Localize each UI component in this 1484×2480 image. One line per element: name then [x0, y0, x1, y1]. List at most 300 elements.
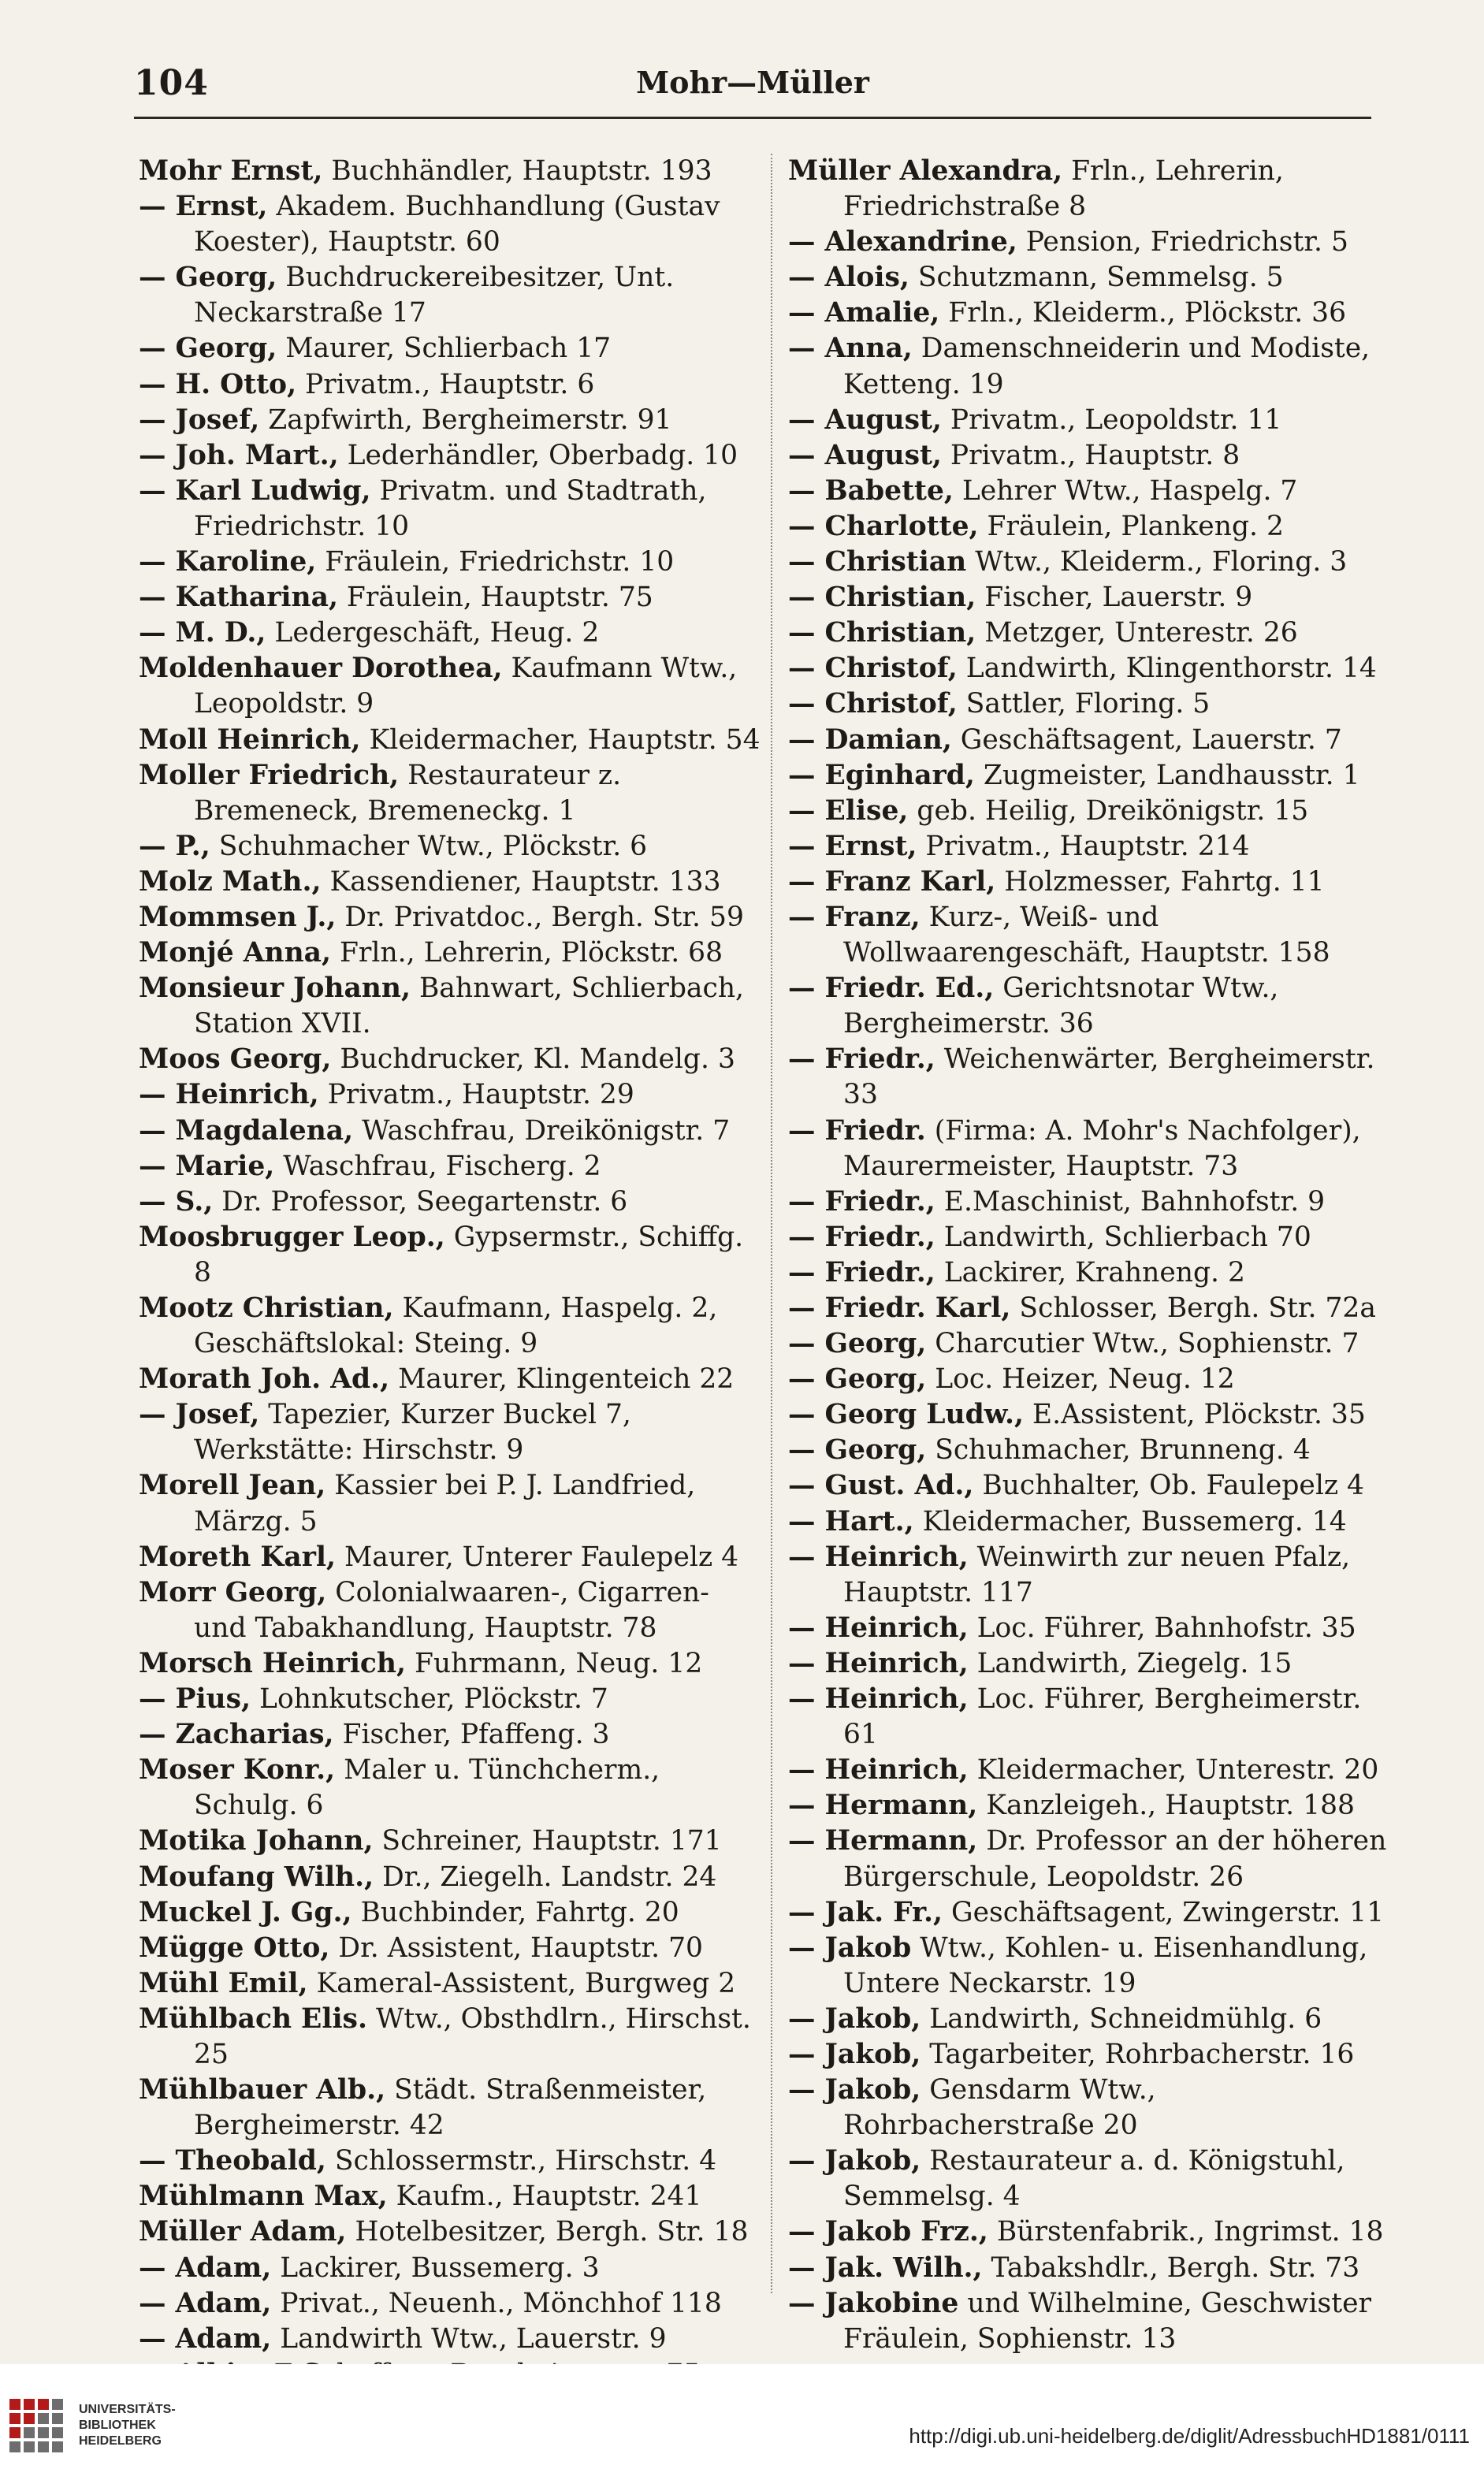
directory-entry: [139, 864, 769, 900]
entry-details: Holzmesser, Fahrtg. 11: [995, 865, 1325, 898]
directory-entry: [788, 1931, 1387, 2002]
entry-name: Morsch Heinrich,: [139, 1647, 407, 1679]
directory-entry: [788, 1753, 1387, 1788]
entry-name: Monjé Anna,: [139, 937, 332, 969]
entry-details: Bürstenfabrik., Ingrimst. 18: [987, 2216, 1384, 2248]
entry-details: Privatm. und Stadtrath, Friedrichstr. 10: [194, 474, 707, 542]
entry-details: Buchhalter, Ob. Faulepelz 4: [973, 1470, 1364, 1502]
entry-details: Gensdarm Wtw., Rohrbacherstraße 20: [843, 2074, 1156, 2142]
entry-details: Dr. Professor, Seegartenstr. 6: [213, 1185, 628, 1218]
entry-name: — Jakob,: [788, 2145, 921, 2177]
entry-details: Waschfrau, Fischerg. 2: [274, 1150, 601, 1182]
entry-details: Landwirth, Klingenthorstr. 14: [957, 653, 1377, 685]
directory-entry: [139, 438, 769, 474]
library-name-line: UNIVERSITÄTS-: [79, 2403, 176, 2416]
entry-name: — August,: [788, 403, 942, 436]
entry-name: — Jakob,: [788, 2038, 921, 2070]
entry-details: Dr. Assistent, Hauptstr. 70: [329, 1932, 703, 1964]
directory-entry: [788, 1220, 1387, 1255]
entry-details: Fräulein, Hauptstr. 75: [337, 582, 653, 614]
directory-entry: [788, 1326, 1387, 1362]
entry-name: — Eginhard,: [788, 759, 975, 791]
library-name-line: BIBLIOTHEK: [79, 2419, 156, 2432]
directory-entry: [788, 296, 1387, 331]
directory-entry: [139, 615, 769, 651]
entry-name: — Joh. Mart.,: [139, 439, 339, 471]
directory-entry: [788, 2251, 1387, 2286]
entry-name: — Josef,: [139, 403, 260, 436]
entry-details: Landwirth, Ziegelg. 15: [968, 1647, 1292, 1679]
directory-entry: [139, 2322, 769, 2357]
directory-entry: [788, 1611, 1387, 1646]
entry-name: Mohr Ernst,: [139, 155, 323, 187]
entry-details: Gypsermstr., Schiffg. 8: [194, 1221, 744, 1288]
entry-name: — Jak. Wilh.,: [788, 2251, 983, 2284]
entry-name: Mühlmann Max,: [139, 2181, 388, 2213]
entry-details: Hotelbesitzer, Bergh. Str. 18: [346, 2216, 749, 2248]
entry-details: Kaufmann, Haspelg. 2, Geschäftslokal: Steing. 9: [194, 1292, 718, 1360]
entry-details: Kleidermacher, Bussemerg. 14: [913, 1505, 1347, 1537]
directory-entry: [139, 2251, 769, 2286]
directory-entry: [139, 1397, 769, 1468]
directory-entry: [139, 1575, 769, 1646]
entry-name: — Friedr.,: [788, 1043, 935, 1076]
entry-details: Zugmeister, Landhausstr. 1: [974, 759, 1360, 791]
entry-details: Dr. Professor an der höheren Bürgerschule, Leopoldstr. 26: [843, 1825, 1387, 1893]
source-url-link[interactable]: http://digi.ub.uni-heidelberg.de/diglit/AdressbuchHD1881/0111: [909, 2424, 1470, 2448]
directory-entry: [139, 260, 769, 331]
entry-details: Privatm., Hauptstr. 214: [917, 830, 1250, 862]
entry-name: — Jakob Frz.,: [788, 2216, 988, 2248]
entry-details: Schlossermstr., Hirschstr. 4: [325, 2145, 717, 2177]
entry-name: — Friedr.,: [788, 1256, 935, 1288]
entry-name: — Christof,: [788, 688, 958, 720]
directory-entry: [788, 331, 1387, 402]
entry-details: Kurz-, Weiß- und Wollwaarengeschäft, Hauptstr. 158: [843, 901, 1330, 969]
entry-name: — Anna,: [788, 333, 913, 365]
entry-details: Lackirer, Bussemerg. 3: [271, 2251, 600, 2284]
entry-details: Geschäftsagent, Zwingerstr. 11: [943, 1896, 1385, 1928]
entry-details: Dr. Privatdoc., Bergh. Str. 59: [336, 901, 744, 933]
directory-column-right: [788, 154, 1387, 2357]
directory-entry: [788, 686, 1387, 722]
entry-name: — Karl Ludwig,: [139, 474, 371, 507]
directory-entry: [139, 1824, 769, 1859]
entry-details: Lohnkutscher, Plöckstr. 7: [251, 1683, 608, 1716]
entry-details: Fräulein, Plankeng. 2: [978, 510, 1284, 542]
entry-details: Schreiner, Hauptstr. 171: [373, 1825, 722, 1857]
entry-name: Mühlbauer Alb.,: [139, 2074, 386, 2106]
entry-name: — Charlotte,: [788, 510, 979, 542]
entry-name: — Friedr. Karl,: [788, 1292, 1011, 1324]
directory-entry: [788, 1504, 1387, 1540]
entry-details: Weichenwärter, Bergheimerstr. 33: [843, 1043, 1375, 1111]
directory-entry: [788, 2037, 1387, 2073]
directory-entry: [788, 1397, 1387, 1433]
entry-name: Moser Konr.,: [139, 1754, 336, 1787]
entry-details: Städt. Straßenmeister, Bergheimerstr. 42: [194, 2074, 707, 2142]
directory-entry: [139, 189, 769, 260]
directory-entry: [139, 545, 769, 580]
entry-details: Schuhmacher Wtw., Plöckstr. 6: [210, 830, 648, 862]
entry-details: Lederhändler, Oberbadg. 10: [338, 439, 738, 471]
directory-entry: [139, 474, 769, 545]
directory-entry: [139, 2286, 769, 2322]
entry-details: Metzger, Unterestr. 26: [976, 617, 1298, 649]
directory-entry: [139, 1646, 769, 1682]
entry-name: — Jakobine: [788, 2287, 959, 2319]
entry-details: Kassier bei P. J. Landfried, Märzg. 5: [194, 1470, 696, 1537]
library-logo-icon: [6, 2396, 69, 2459]
entry-name: — Georg,: [788, 1434, 927, 1467]
directory-entry: [788, 1788, 1387, 1824]
directory-entry: [139, 1966, 769, 2002]
directory-entry: [139, 367, 769, 403]
entry-name: — Theobald,: [139, 2145, 326, 2177]
entry-name: Moll Heinrich,: [139, 723, 361, 756]
directory-entry: [788, 864, 1387, 900]
entry-details: Privatm., Leopoldstr. 11: [941, 403, 1282, 436]
entry-details: Kleidermacher, Hauptstr. 54: [360, 723, 761, 756]
entry-name: — Elise,: [788, 794, 909, 827]
entry-details: Lackirer, Krahneng. 2: [935, 1256, 1245, 1288]
entry-name: — M. D.,: [139, 617, 266, 649]
directory-entry: [139, 1291, 769, 1362]
entry-name: — Georg,: [139, 262, 277, 294]
entry-details: Ledergeschäft, Heug. 2: [266, 617, 600, 649]
entry-details: E.Assistent, Plöckstr. 35: [1023, 1399, 1366, 1431]
directory-entry: [788, 758, 1387, 794]
entry-name: — Heinrich,: [788, 1612, 969, 1644]
entry-details: Kaufmann Wtw., Leopoldstr. 9: [194, 653, 738, 720]
entry-details: Frln., Lehrerin, Plöckstr. 68: [331, 937, 723, 969]
entry-details: und Wilhelmine, Geschwister Fräulein, Sophienstr. 13: [843, 2287, 1372, 2355]
directory-entry: [139, 651, 769, 722]
directory-entry: [788, 403, 1387, 438]
entry-details: Gerichtsnotar Wtw., Bergheimerstr. 36: [843, 972, 1279, 1040]
directory-entry: [139, 1931, 769, 1966]
entry-name: — Babette,: [788, 474, 954, 507]
entry-name: Mommsen J.,: [139, 901, 337, 933]
directory-entry: [139, 331, 769, 366]
entry-name: — August,: [788, 439, 942, 471]
entry-details: Zapfwirth, Bergheimerstr. 91: [259, 403, 672, 436]
directory-entry: [788, 900, 1387, 971]
directory-entry: [788, 580, 1387, 615]
entry-details: Waschfrau, Dreikönigstr. 7: [353, 1114, 731, 1147]
entry-details: Tagarbeiter, Rohrbacherstr. 16: [921, 2038, 1355, 2070]
entry-name: Motika Johann,: [139, 1825, 374, 1857]
entry-details: Restaurateur z. Bremeneck, Bremeneckg. 1: [194, 759, 622, 827]
directory-entry: [788, 794, 1387, 829]
entry-name: — Adam,: [139, 2287, 272, 2319]
entry-name: — Georg,: [788, 1363, 927, 1396]
directory-entry: [139, 935, 769, 971]
directory-entry: [139, 1362, 769, 1397]
entry-details: Privat., Neuenh., Mönchhof 118: [271, 2287, 722, 2319]
entry-details: Geschäftsagent, Lauerstr. 7: [951, 723, 1342, 756]
entry-details: Privatm., Hauptstr. 6: [296, 368, 595, 400]
directory-entry: [788, 2214, 1387, 2250]
directory-entry: [788, 1042, 1387, 1113]
entry-name: — Marie,: [139, 1150, 275, 1182]
entry-name: — Alois,: [788, 262, 909, 294]
directory-entry: [139, 1717, 769, 1753]
entry-name: Molz Math.,: [139, 865, 322, 898]
entry-name: — Josef,: [139, 1399, 260, 1431]
entry-details: Privatm., Hauptstr. 29: [318, 1079, 634, 1111]
entry-details: Pension, Friedrichstr. 5: [1017, 226, 1348, 258]
entry-details: Dr., Ziegelh. Landstr. 24: [374, 1861, 717, 1893]
entry-name: Moos Georg,: [139, 1043, 332, 1076]
entry-name: Mügge Otto,: [139, 1932, 330, 1964]
directory-entry: [139, 1753, 769, 1824]
entry-details: geb. Heilig, Dreikönigstr. 15: [908, 794, 1309, 827]
directory-entry: [139, 1860, 769, 1895]
entry-name: — Adam,: [139, 2322, 272, 2355]
directory-entry: [788, 2002, 1387, 2037]
library-logo: [6, 2388, 188, 2467]
directory-entry: [139, 2144, 769, 2179]
entry-name: — P.,: [139, 830, 210, 862]
entry-name: — Heinrich,: [788, 1754, 969, 1787]
entry-details: Wtw., Obsthdlrn., Hirschst. 25: [194, 2002, 751, 2070]
entry-name: — Zacharias,: [139, 1719, 334, 1751]
entry-details: Tabakshdlr., Bergh. Str. 73: [982, 2251, 1360, 2284]
entry-details: Schutzmann, Semmelsg. 5: [909, 262, 1284, 294]
entry-name: Moldenhauer Dorothea,: [139, 653, 503, 685]
entry-name: — Hart.,: [788, 1505, 914, 1537]
entry-details: Wtw., Kleiderm., Floring. 3: [966, 546, 1348, 578]
entry-name: — Karoline,: [139, 546, 317, 578]
entry-details: Buchdruckereibesitzer, Unt. Neckarstraße 17: [194, 262, 675, 329]
directory-entry: [139, 971, 769, 1042]
entry-details: Charcutier Wtw., Sophienstr. 7: [926, 1328, 1359, 1360]
entry-name: — Gust. Ad.,: [788, 1470, 974, 1502]
directory-entry: [788, 829, 1387, 864]
entry-name: Moosbrugger Leop.,: [139, 1221, 445, 1253]
entry-details: Kameral-Assistent, Burgweg 2: [307, 1967, 736, 1999]
entry-name: Moller Friedrich,: [139, 759, 400, 791]
entry-details: Damenschneiderin und Modiste, Ketteng. 19: [843, 333, 1371, 400]
entry-name: — Georg,: [139, 333, 277, 365]
entry-details: Tapezier, Kurzer Buckel 7, Werkstätte: Hirschstr. 9: [194, 1399, 631, 1467]
directory-entry: [788, 225, 1387, 260]
entry-name: — Heinrich,: [788, 1683, 969, 1716]
entry-name: Morath Joh. Ad.,: [139, 1363, 390, 1396]
entry-name: — Friedr.,: [788, 1221, 935, 1253]
directory-entry: [788, 509, 1387, 545]
entry-name: — Damian,: [788, 723, 952, 756]
header-rule: [134, 117, 1371, 119]
entry-name: — Georg,: [788, 1328, 927, 1360]
entry-details: Maurer, Unterer Faulepelz 4: [336, 1541, 739, 1573]
directory-column-left: [139, 154, 769, 2393]
directory-entry: [788, 1255, 1387, 1291]
directory-entry: [788, 1184, 1387, 1220]
directory-entry: [788, 1540, 1387, 1611]
directory-entry: [788, 1646, 1387, 1682]
footer: [0, 2364, 1484, 2480]
entry-name: — Jakob,: [788, 2074, 921, 2106]
directory-entry: [139, 2179, 769, 2214]
entry-name: Morell Jean,: [139, 1470, 326, 1502]
entry-name: Monsieur Johann,: [139, 972, 411, 1005]
directory-entry: [788, 1433, 1387, 1468]
entry-name: — Katharina,: [139, 582, 338, 614]
directory-entry: [139, 1042, 769, 1077]
directory-entry: [139, 2214, 769, 2250]
entry-name: — Ernst,: [139, 191, 268, 223]
entry-details: Buchbinder, Fahrtg. 20: [351, 1896, 679, 1928]
directory-entry: [139, 900, 769, 935]
entry-details: Maurer, Klingenteich 22: [389, 1363, 735, 1396]
entry-details: Kleidermacher, Unterestr. 20: [968, 1754, 1379, 1787]
entry-details: Privatm., Hauptstr. 8: [941, 439, 1240, 471]
entry-details: Buchdrucker, Kl. Mandelg. 3: [331, 1043, 735, 1076]
entry-details: Loc. Heizer, Neug. 12: [926, 1363, 1235, 1396]
page-header: [134, 63, 1371, 110]
directory-entry: [788, 1895, 1387, 1931]
entry-details: Maler u. Tünchcherm., Schulg. 6: [194, 1754, 660, 1822]
directory-entry: [139, 1149, 769, 1184]
entry-name: — Friedr.,: [788, 1185, 935, 1218]
directory-entry: [788, 154, 1387, 225]
directory-entry: [139, 829, 769, 864]
entry-name: — Ernst,: [788, 830, 917, 862]
entry-details: Fischer, Pfaffeng. 3: [333, 1719, 610, 1751]
directory-entry: [139, 1540, 769, 1575]
directory-entry: [788, 615, 1387, 651]
directory-entry: [788, 1468, 1387, 1504]
entry-name: Mootz Christian,: [139, 1292, 394, 1324]
entry-name: — Christof,: [788, 653, 958, 685]
entry-details: Akadem. Buchhandlung (Gustav Koester), Hauptstr. 60: [194, 191, 720, 258]
entry-details: Weinwirth zur neuen Pfalz, Hauptstr. 117: [843, 1541, 1351, 1608]
entry-details: Landwirth, Schneidmühlg. 6: [921, 2002, 1322, 2035]
entry-name: — Hermann,: [788, 1790, 978, 1822]
directory-entry: [139, 154, 769, 189]
entry-details: Loc. Führer, Bergheimerstr. 61: [843, 1683, 1362, 1751]
directory-entry: [139, 1895, 769, 1931]
entry-details: Colonialwaaren-, Cigarren- und Tabakhandlung, Hauptstr. 78: [194, 1576, 709, 1644]
entry-details: Landwirth, Schlierbach 70: [935, 1221, 1311, 1253]
directory-entry: [788, 971, 1387, 1042]
directory-entry: [139, 1682, 769, 1717]
entry-name: — Friedr.: [788, 1114, 926, 1147]
entry-name: — Christian,: [788, 617, 976, 649]
directory-entry: [788, 545, 1387, 580]
entry-details: Schlosser, Bergh. Str. 72a: [1010, 1292, 1376, 1324]
entry-name: — Franz,: [788, 901, 921, 933]
library-name-line: HEIDELBERG: [79, 2434, 162, 2448]
directory-entry: [139, 403, 769, 438]
directory-entry: [788, 1824, 1387, 1894]
entry-name: — Franz Karl,: [788, 865, 996, 898]
directory-entry: [139, 2002, 769, 2073]
entry-details: Lehrer Wtw., Haspelg. 7: [953, 474, 1298, 507]
directory-entry: [139, 723, 769, 758]
directory-entry: [139, 1114, 769, 1149]
directory-entry: [788, 651, 1387, 686]
directory-entry: [788, 1682, 1387, 1753]
entry-name: — Adam,: [139, 2251, 272, 2284]
entry-details: Schuhmacher, Brunneng. 4: [926, 1434, 1311, 1467]
entry-name: Moreth Karl,: [139, 1541, 336, 1573]
entry-details: Frln., Kleiderm., Plöckstr. 36: [939, 297, 1347, 329]
entry-details: Kassendiener, Hauptstr. 133: [321, 865, 721, 898]
directory-entry: [788, 2073, 1387, 2144]
directory-entry: [788, 1362, 1387, 1397]
directory-entry: [788, 2286, 1387, 2357]
entry-name: — Heinrich,: [139, 1079, 319, 1111]
entry-name: — Alexandrine,: [788, 226, 1017, 258]
entry-details: Restaurateur a. d. Königstuhl, Semmelsg. 4: [843, 2145, 1345, 2213]
entry-details: Sattler, Floring. 5: [957, 688, 1211, 720]
entry-name: — Heinrich,: [788, 1647, 969, 1679]
directory-entry: [139, 2073, 769, 2144]
entry-name: — Hermann,: [788, 1825, 978, 1857]
entry-details: Fuhrmann, Neug. 12: [406, 1647, 703, 1679]
page-heading: Mohr—Müller: [636, 65, 869, 100]
entry-details: Maurer, Schlierbach 17: [277, 333, 612, 365]
entry-details: Bahnwart, Schlierbach, Station XVII.: [194, 972, 745, 1040]
entry-name: — H. Otto,: [139, 368, 297, 400]
entry-name: — Georg Ludw.,: [788, 1399, 1024, 1431]
entry-name: Mühlbach Elis.: [139, 2002, 367, 2035]
entry-name: Morr Georg,: [139, 1576, 327, 1608]
directory-entry: [139, 1077, 769, 1113]
entry-name: — Friedr. Ed.,: [788, 972, 995, 1005]
entry-details: Landwirth Wtw., Lauerstr. 9: [271, 2322, 667, 2355]
directory-entry: [139, 1468, 769, 1539]
entry-name: — S.,: [139, 1185, 214, 1218]
entry-details: Wtw., Kohlen- u. Eisenhandlung, Untere Neckarstr. 19: [843, 1932, 1368, 1999]
entry-details: E.Maschinist, Bahnhofstr. 9: [935, 1185, 1326, 1218]
entry-details: (Firma: A. Mohr's Nachfolger), Maurermeister, Hauptstr. 73: [843, 1114, 1361, 1182]
entry-details: Fräulein, Friedrichstr. 10: [316, 546, 675, 578]
library-name: [79, 2402, 176, 2449]
directory-entry: [788, 260, 1387, 296]
directory-entry: [139, 1184, 769, 1220]
entry-name: Müller Adam,: [139, 2216, 347, 2248]
directory-entry: [139, 1220, 769, 1291]
directory-entry: [788, 723, 1387, 758]
entry-name: — Christian: [788, 546, 967, 578]
entry-name: Müller Alexandra,: [788, 155, 1063, 187]
entry-details: Kanzleigeh., Hauptstr. 188: [977, 1790, 1355, 1822]
directory-entry: [788, 1291, 1387, 1326]
entry-name: — Jakob: [788, 1932, 912, 1964]
directory-entry: [139, 580, 769, 615]
entry-name: — Amalie,: [788, 297, 940, 329]
entry-name: — Jakob,: [788, 2002, 921, 2035]
entry-details: Buchhändler, Hauptstr. 193: [322, 155, 712, 187]
entry-name: — Heinrich,: [788, 1541, 969, 1573]
entry-details: Kaufm., Hauptstr. 241: [387, 2181, 702, 2213]
entry-name: Moufang Wilh.,: [139, 1861, 374, 1893]
entry-details: Frln., Lehrerin, Friedrichstraße 8: [843, 155, 1284, 223]
directory-entry: [139, 758, 769, 829]
entry-name: — Pius,: [139, 1683, 251, 1716]
entry-details: Loc. Führer, Bahnhofstr. 35: [968, 1612, 1356, 1644]
directory-entry: [788, 438, 1387, 474]
directory-entry: [788, 474, 1387, 509]
entry-name: — Christian,: [788, 582, 976, 614]
entry-details: Fischer, Lauerstr. 9: [976, 582, 1253, 614]
page-number: 104: [134, 63, 209, 103]
entry-name: Mühl Emil,: [139, 1967, 308, 1999]
